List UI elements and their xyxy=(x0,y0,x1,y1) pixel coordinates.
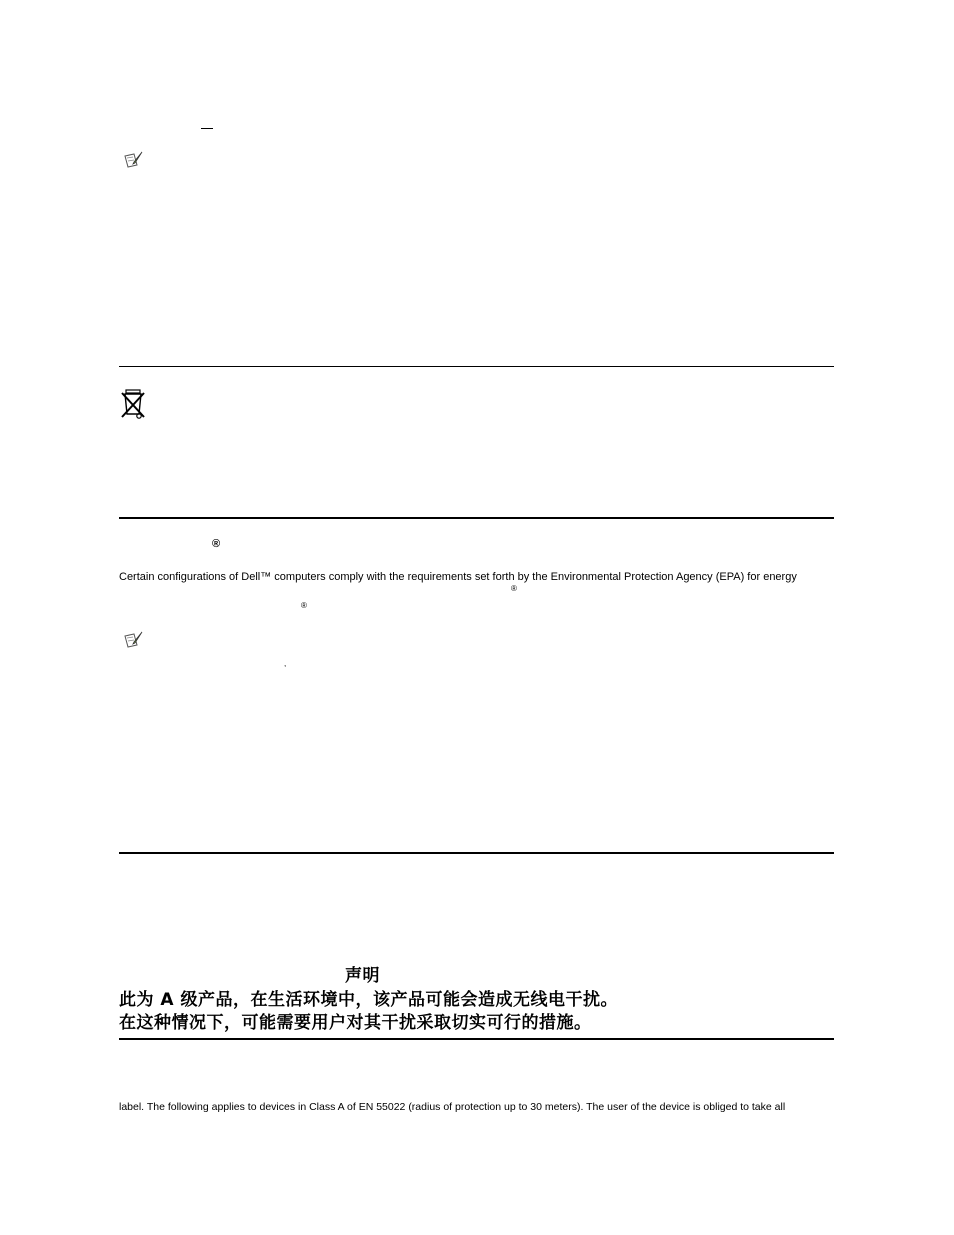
china-notice-title: 声明 xyxy=(345,966,380,986)
crossed-out-wheelie-bin-icon xyxy=(120,387,148,421)
energy-star-paragraph: Certain configurations of Dell™ computers comply with the requirements set forth by the Environmental Protection Agency (EPA) for energy xyxy=(119,571,797,583)
section-divider xyxy=(119,366,834,367)
china-notice-line: 在这种情况下，可能需要用户对其干扰采取切实可行的措施。 xyxy=(119,1013,592,1033)
section-divider xyxy=(119,1038,834,1040)
stray-comma: , xyxy=(284,659,287,668)
class-a-paragraph: label. The following applies to devices in Class A of EN 55022 (radius of protection up to 30 meters). The user of the device is obliged to take all xyxy=(119,1101,786,1113)
china-notice-line: 此为 A 级产品，在生活环境中，该产品可能会造成无线电干扰。 xyxy=(119,990,618,1010)
registered-mark-heading: ® xyxy=(212,538,221,550)
registered-mark: ® xyxy=(511,584,517,593)
section-divider xyxy=(119,852,834,854)
registered-mark: ® xyxy=(301,601,307,610)
note-icon xyxy=(122,630,144,650)
dash-mark xyxy=(201,128,213,129)
note-icon xyxy=(122,150,144,170)
section-divider xyxy=(119,517,834,519)
